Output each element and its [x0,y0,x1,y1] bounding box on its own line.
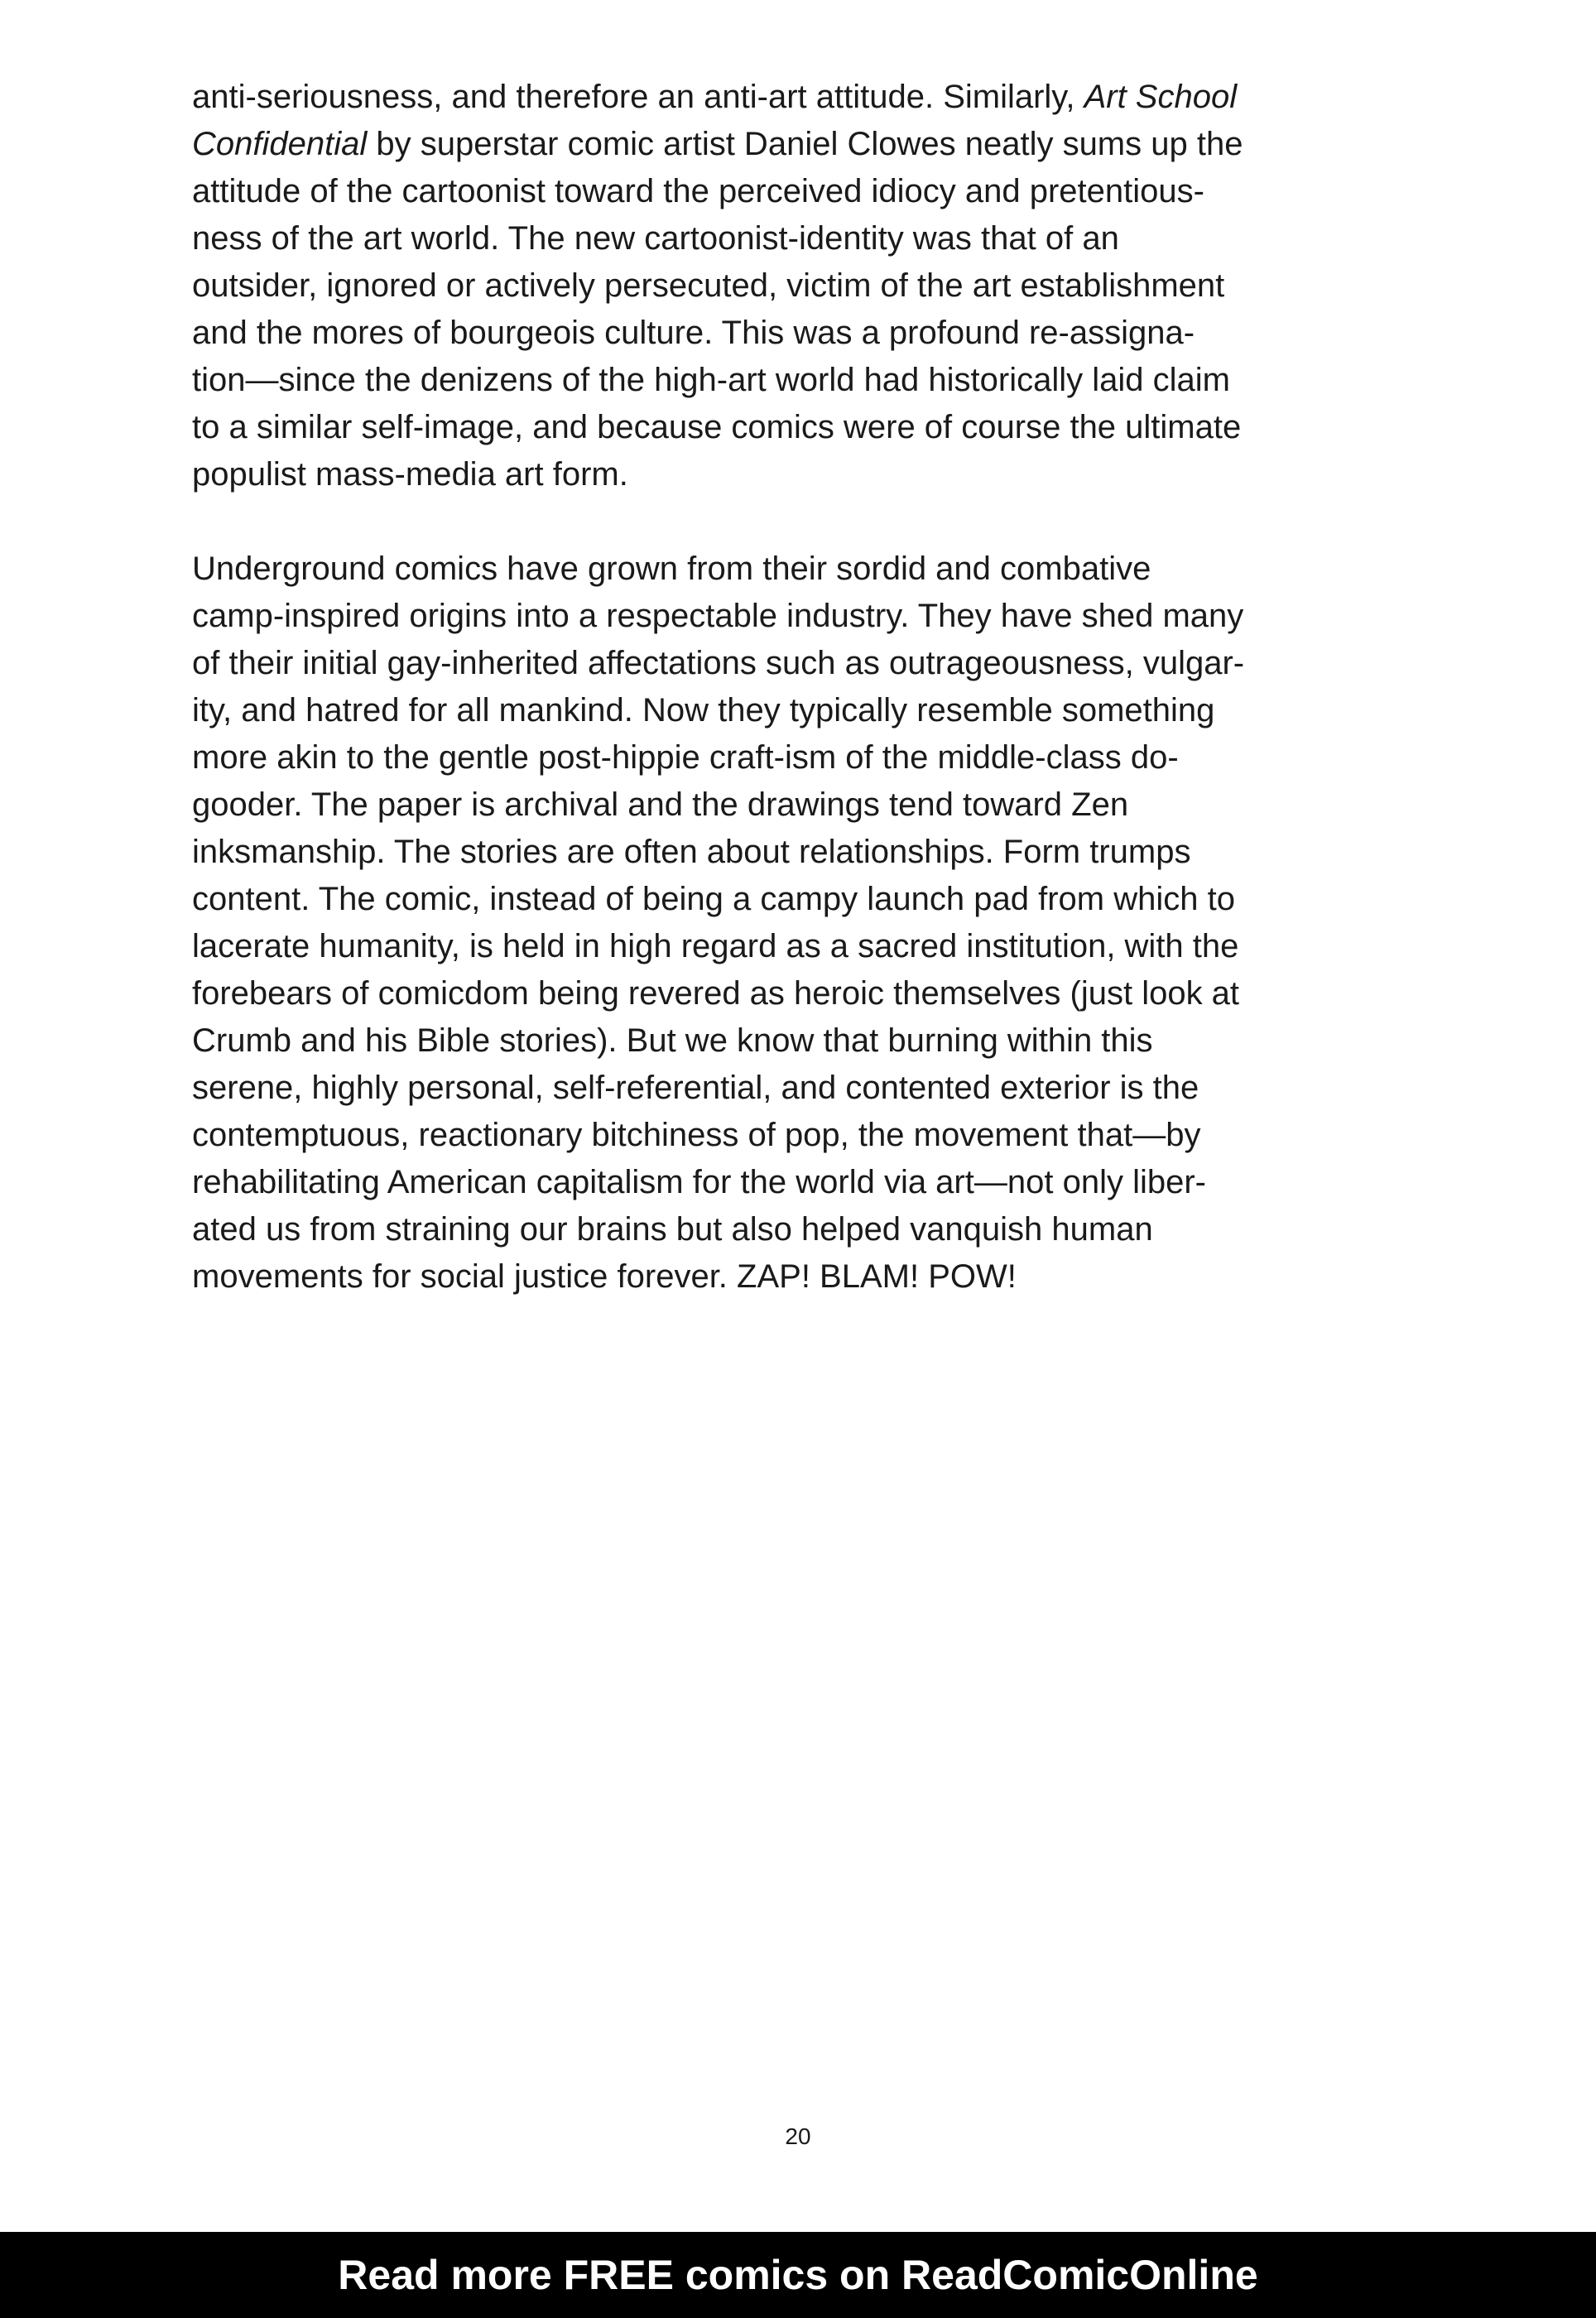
text-line: forebears of comicdom being revered as heroic themselves (just look at [192,975,1240,1012]
text-line: to a similar self-image, and because comics were of course the ultimate [192,409,1242,445]
text-line: more akin to the gentle post-hippie craft-ism of the middle-class do- [192,739,1179,776]
text-line: of their initial gay-inherited affectations such as outrageousness, vulgar- [192,645,1245,681]
text-line: Underground comics have grown from their sordid and combative [192,551,1151,587]
text-line: and the mores of bourgeois culture. This was a profound re-assigna- [192,315,1195,351]
text-line: populist mass-media art form. [192,456,628,493]
paragraph-1 [192,74,1384,498]
text-line: rehabilitating American capitalism for the world via art—not only liber- [192,1164,1206,1200]
text-line: attitude of the cartoonist toward the perceived idiocy and pretentious- [192,173,1204,209]
paragraph-spacer [192,498,1384,546]
footer-banner[interactable] [0,2232,1596,2318]
page-number: 20 [785,2123,811,2149]
text-line: tion—since the denizens of the high-art world had historically laid claim [192,362,1230,398]
text-line: Crumb and his Bible stories). But we know that burning within this [192,1022,1153,1059]
text-line: ated us from straining our brains but also helped vanquish human [192,1211,1153,1248]
book-title-italic: Art School [1084,79,1238,115]
text-line: gooder. The paper is archival and the drawings tend toward Zen [192,786,1129,823]
text-line: anti-seriousness, and therefore an anti-art attitude. Similarly, Art School [192,79,1238,115]
text-line: Confidential by superstar comic artist Daniel Clowes neatly sums up the [192,126,1243,162]
book-title-italic: Confidential [192,126,368,162]
text-line: movements for social justice forever. ZAP! BLAM! POW! [192,1258,1017,1295]
text-line: outsider, ignored or actively persecuted, victim of the art establishment [192,267,1225,304]
text-line: lacerate humanity, is held in high regard as a sacred institution, with the [192,928,1239,964]
text-line: camp-inspired origins into a respectable industry. They have shed many [192,598,1244,634]
text-line: ness of the art world. The new cartoonist-identity was that of an [192,220,1119,257]
text-line: serene, highly personal, self-referential, and contented exterior is the [192,1070,1199,1106]
text-line: inksmanship. The stories are often about relationships. Form trumps [192,834,1191,870]
paragraph-2 [192,546,1384,1301]
text-line: ity, and hatred for all mankind. Now they typically resemble something [192,692,1215,729]
text-line: content. The comic, instead of being a campy launch pad from which to [192,881,1235,917]
body-text [192,74,1384,1301]
text-line: contemptuous, reactionary bitchiness of pop, the movement that—by [192,1117,1201,1153]
footer-banner-link[interactable]: Read more FREE comics on ReadComicOnline [338,2252,1258,2298]
